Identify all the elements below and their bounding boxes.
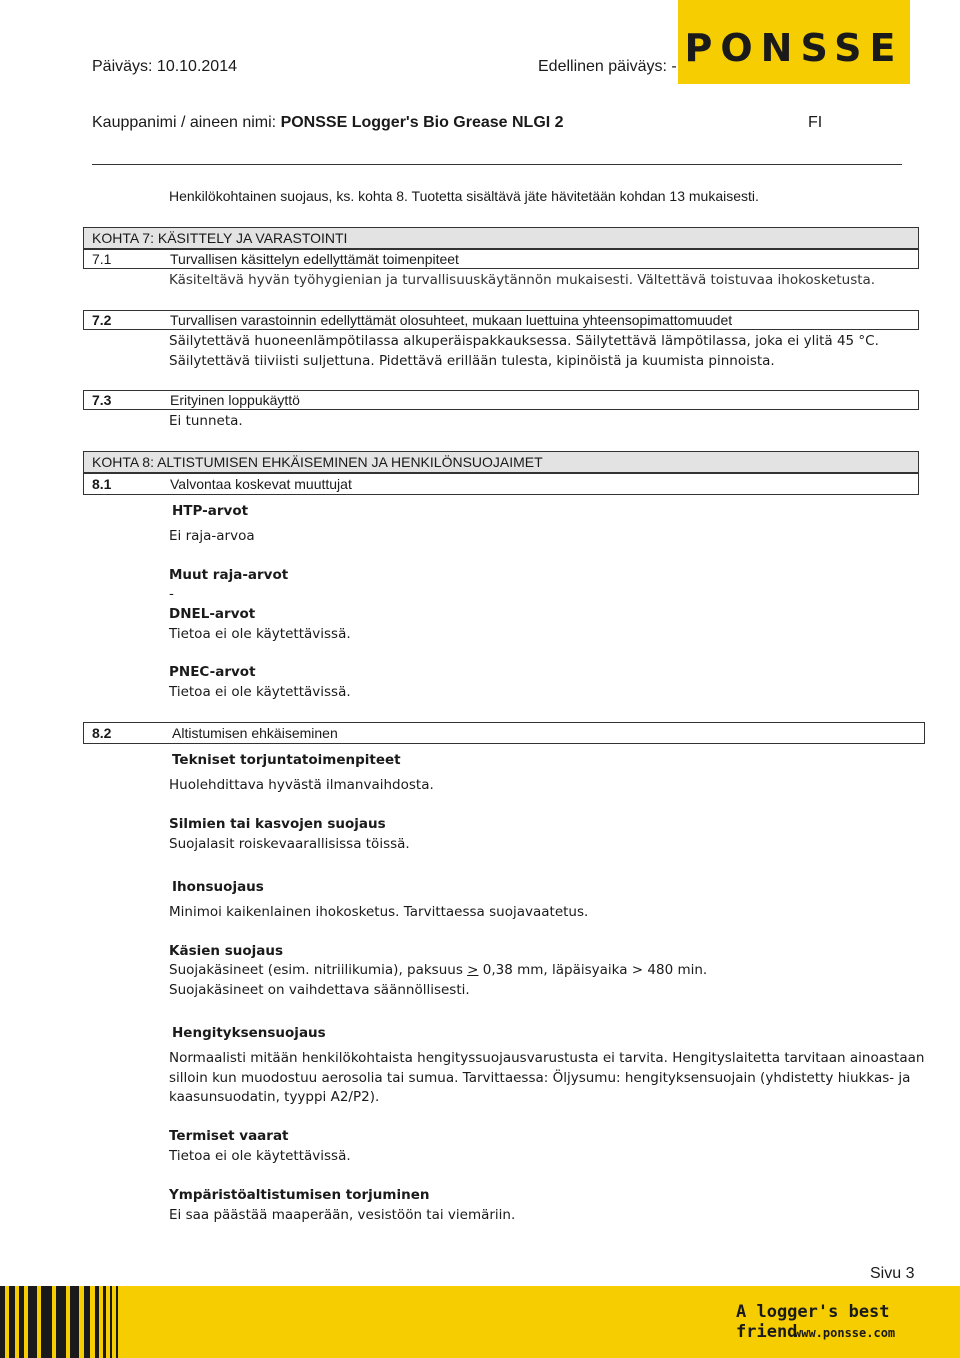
product-prefix: Kauppanimi / aineen nimi: xyxy=(92,114,281,131)
footer-stripe xyxy=(19,1286,24,1358)
footer-stripe xyxy=(116,1286,118,1358)
date: Päiväys: 10.10.2014 xyxy=(92,58,237,75)
section-7-3-header xyxy=(83,390,919,410)
intro-line: Henkilökohtainen suojaus, ks. kohta 8. Tuotetta sisältävä jäte hävitetään kohdan 13 mukaisesti. xyxy=(169,188,759,204)
section-8-title: KOHTA 8: ALTISTUMISEN EHKÄISEMINEN JA HENKILÖNSUOJAIMET xyxy=(92,454,543,470)
previous-date: Edellinen päiväys: - xyxy=(538,58,677,75)
footer-stripe xyxy=(95,1286,99,1358)
respiratory-protection-text-3: kaasunsuodatin, tyyppi A2/P2). xyxy=(169,1089,380,1105)
hand-protection-heading: Käsien suojaus xyxy=(169,943,284,959)
eye-protection-text: Suojalasit roiskevaarallisissa töissä. xyxy=(169,836,410,852)
section-7-2-header xyxy=(83,310,919,330)
pnec-heading: PNEC-arvot xyxy=(169,664,256,680)
footer-stripe xyxy=(0,1286,5,1358)
section-7-2-title: Turvallisen varastoinnin edellyttämät olosuhteet, mukaan luettuina yhteensopimattomuudet xyxy=(170,312,733,328)
section-7-2-number: 7.2 xyxy=(92,312,112,328)
footer-stripe xyxy=(28,1286,37,1358)
pnec-text: Tietoa ei ole käytettävissä. xyxy=(169,684,351,700)
section-7-header xyxy=(83,227,919,249)
section-8-2-number: 8.2 xyxy=(92,725,112,741)
product-name: PONSSE Logger's Bio Grease NLGI 2 xyxy=(280,114,564,131)
footer-stripe xyxy=(41,1286,52,1358)
product-line xyxy=(92,114,564,132)
footer-stripe xyxy=(103,1286,106,1358)
environmental-exposure-heading: Ympäristöaltistumisen torjuminen xyxy=(169,1187,430,1203)
thermal-hazards-heading: Termiset vaarat xyxy=(169,1128,289,1144)
section-8-header xyxy=(83,451,919,473)
section-8-2-title: Altistumisen ehkäiseminen xyxy=(172,725,338,741)
footer-url: www.ponsse.com xyxy=(794,1326,896,1340)
respiratory-protection-heading: Hengityksensuojaus xyxy=(172,1025,326,1041)
section-7-title: KOHTA 7: KÄSITTELY JA VARASTOINTI xyxy=(92,230,348,246)
footer-stripe xyxy=(110,1286,112,1358)
dnel-heading: DNEL-arvot xyxy=(169,606,256,622)
section-8-1-header xyxy=(83,473,919,495)
hand-protection-text-2: Suojakäsineet on vaihdettava säännöllisesti. xyxy=(169,982,470,998)
technical-controls-text: Huolehdittava hyvästä ilmanvaihdosta. xyxy=(169,777,434,793)
htp-heading: HTP-arvot xyxy=(172,503,249,519)
footer-stripe xyxy=(9,1286,15,1358)
section-7-3-text: Ei tunneta. xyxy=(169,413,243,429)
footer-stripe xyxy=(56,1286,66,1358)
page-number: Sivu 3 xyxy=(870,1265,915,1282)
footer-slogan: A logger's best friend xyxy=(736,1302,890,1342)
hand-protection-text-1a: Suojakäsineet (esim. nitriilikumia), paksuus xyxy=(169,962,468,978)
ponsse-logo xyxy=(678,0,910,84)
logo-text: PONSSE xyxy=(684,26,904,70)
hand-protection-text-1 xyxy=(169,962,707,978)
section-7-3-title: Erityinen loppukäyttö xyxy=(170,392,300,408)
other-limits-text: - xyxy=(169,586,174,602)
section-7-1-title: Turvallisen käsittelyn edellyttämät toimenpiteet xyxy=(170,251,459,267)
htp-text: Ei raja-arvoa xyxy=(169,528,255,544)
environmental-exposure-text: Ei saa päästää maaperään, vesistöön tai viemäriin. xyxy=(169,1207,516,1223)
footer-stripe xyxy=(70,1286,79,1358)
other-limits-heading: Muut raja-arvot xyxy=(169,567,289,583)
greater-equal-sign: > xyxy=(467,962,479,978)
header-divider xyxy=(92,164,902,165)
dnel-text: Tietoa ei ole käytettävissä. xyxy=(169,626,351,642)
section-7-2-line1: Säilytettävä huoneenlämpötilassa alkuperäispakkauksessa. Säilytettävä lämpötilassa, joka ei ylitä 45 °C. xyxy=(169,333,879,349)
section-7-1-text: Käsiteltävä hyvän työhygienian ja turvallisuuskäytännön mukaisesti. Vältettävä toistuvaa ihokosketusta. xyxy=(169,272,876,288)
hand-protection-text-1c: 0,38 mm, läpäisyaika > 480 min. xyxy=(478,962,708,978)
skin-protection-heading: Ihonsuojaus xyxy=(172,879,264,895)
footer-stripe xyxy=(84,1286,90,1358)
thermal-hazards-text: Tietoa ei ole käytettävissä. xyxy=(169,1148,351,1164)
section-8-2-header xyxy=(83,722,925,744)
section-8-1-title: Valvontaa koskevat muuttujat xyxy=(170,476,352,492)
section-7-2-line2: Säilytettävä tiiviisti suljettuna. Pidettävä erillään tulesta, kipinöistä ja kuumista pinnoista. xyxy=(169,353,775,369)
respiratory-protection-text-2: silloin kun muodostuu aerosolia tai sumua. Tarvittaessa: Öljysumu: hengityksensuojain (yhdistetty hiukkas- ja xyxy=(169,1070,911,1086)
respiratory-protection-text-1: Normaalisti mitään henkilökohtaista hengityssuojausvarustusta ei tarvita. Hengityslaitetta tarvitaan ainoastaan xyxy=(169,1050,925,1066)
eye-protection-heading: Silmien tai kasvojen suojaus xyxy=(169,816,386,832)
section-7-1-number: 7.1 xyxy=(92,251,112,267)
section-8-1-number: 8.1 xyxy=(92,476,112,492)
skin-protection-text: Minimoi kaikenlainen ihokosketus. Tarvittaessa suojavaatetus. xyxy=(169,904,589,920)
section-7-1-header xyxy=(83,249,919,269)
technical-controls-heading: Tekniset torjuntatoimenpiteet xyxy=(172,752,401,768)
language-code: FI xyxy=(808,114,823,131)
section-7-3-number: 7.3 xyxy=(92,392,112,408)
